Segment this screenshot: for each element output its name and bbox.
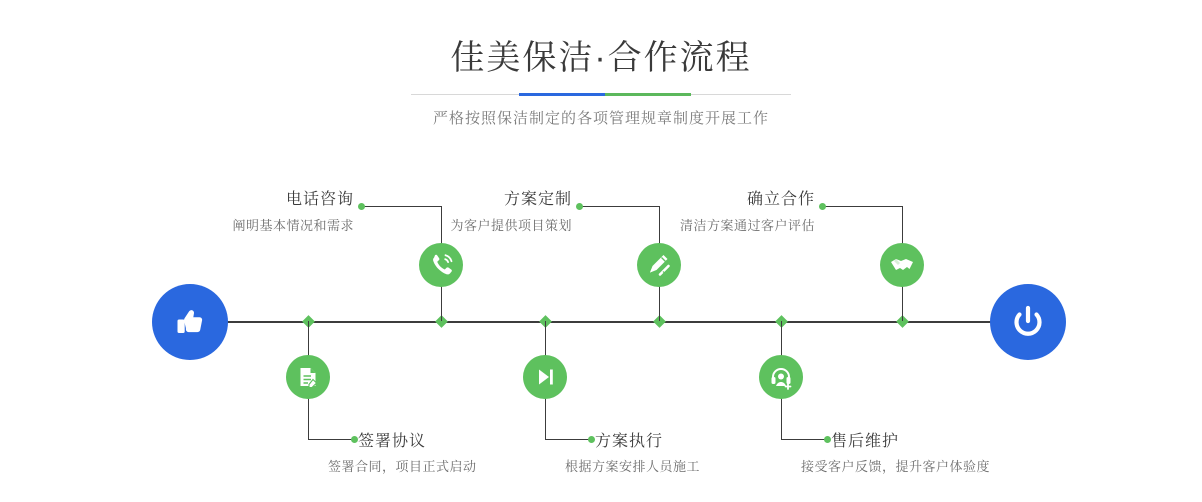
headset-support-icon [769,365,794,390]
step-icon-circle-5[interactable] [880,243,924,287]
document-edit-icon [296,365,320,389]
label-dot-step-1 [358,203,365,210]
page-header [0,36,1202,128]
step-icon-circle-4[interactable] [523,355,567,399]
process-timeline [0,150,1202,502]
label-dot-step-3 [576,203,583,210]
title-divider [411,93,791,96]
label-dot-step-2 [351,436,358,443]
label-dot-step-5 [819,203,826,210]
connector-horizontal-step-4 [545,439,593,440]
step-desc-5: 清洁方案通过客户评估 [679,218,815,233]
step-desc-2: 签署合同，项目正式启动 [328,459,477,474]
connector-horizontal-step-3 [580,206,660,207]
pencil-ruler-icon [647,253,672,278]
connector-horizontal-step-2 [308,439,356,440]
connector-horizontal-step-6 [781,439,829,440]
step-title-1: 电话咨询 [285,191,354,208]
step-desc-3: 为客户提供项目策划 [450,218,572,233]
timeline-start-node[interactable] [152,284,228,360]
step-desc-1: 阐明基本情况和需求 [232,218,354,233]
divider-green-segment [605,93,691,96]
power-icon [1008,302,1048,342]
play-next-icon [533,365,557,389]
step-desc-6: 接受客户反馈，提升客户体验度 [801,459,991,474]
step-icon-circle-3[interactable] [637,243,681,287]
connector-horizontal-step-1 [362,206,442,207]
thumbs-up-icon [171,303,209,341]
step-icon-circle-2[interactable] [286,355,330,399]
label-dot-step-6 [824,436,831,443]
step-title-3: 方案定制 [503,191,572,208]
step-icon-circle-6[interactable] [759,355,803,399]
handshake-icon [889,252,915,278]
phone-call-icon [428,252,454,278]
step-title-6: 售后维护 [831,433,900,450]
step-title-4: 方案执行 [595,433,664,450]
timeline-end-node[interactable] [990,284,1066,360]
divider-blue-segment [519,93,605,96]
step-desc-4: 根据方案安排人员施工 [565,459,701,474]
step-title-5: 确立合作 [746,191,815,208]
label-dot-step-4 [588,436,595,443]
step-title-2: 签署协议 [358,433,427,450]
connector-horizontal-step-5 [823,206,903,207]
step-icon-circle-1[interactable] [419,243,463,287]
page-title: 佳美保洁·合作流程 [450,39,752,77]
page-subtitle: 严格按照保洁制定的各项管理规章制度开展工作 [432,110,769,127]
